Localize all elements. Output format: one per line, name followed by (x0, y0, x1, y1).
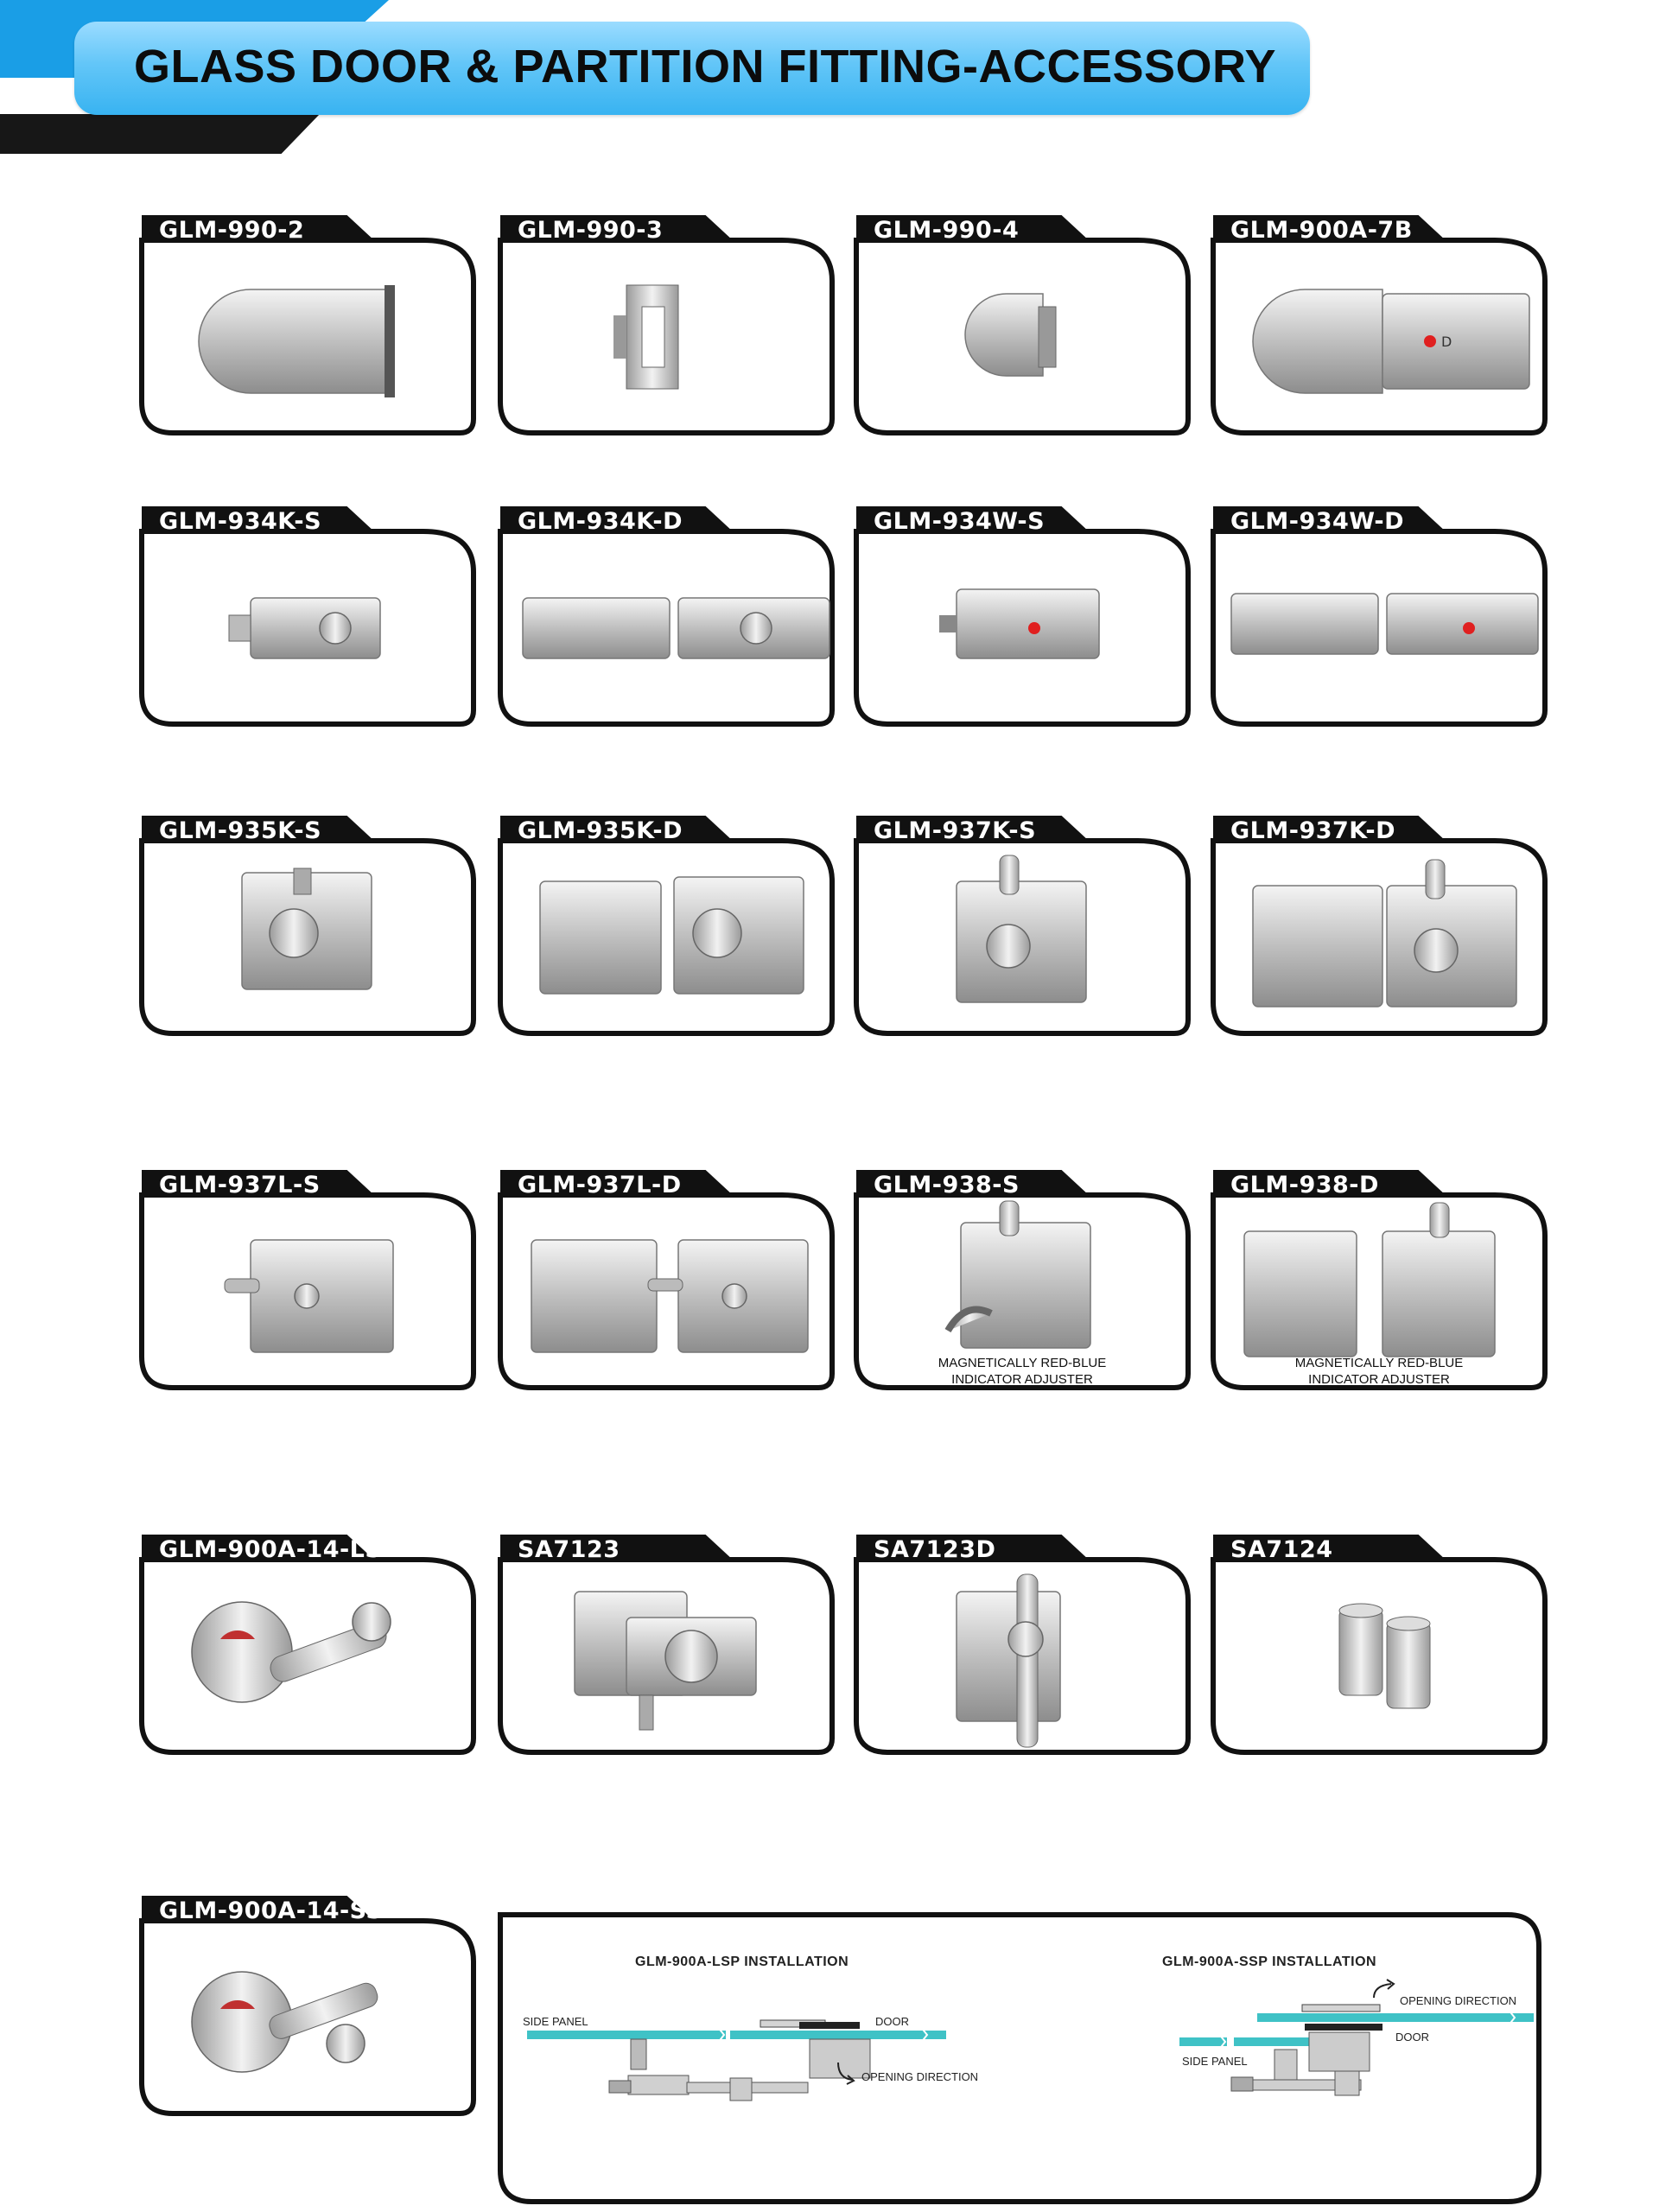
installation-diagram-card (497, 1911, 1542, 2205)
ssp-door-label: DOOR (1395, 2031, 1429, 2044)
double-cylinder-key-lock-icon (497, 1192, 836, 1391)
product-code: GLM-934K-D (518, 508, 683, 535)
double-indicator-lock-icon (1210, 529, 1548, 728)
product-card[interactable] (497, 1166, 836, 1391)
product-card[interactable] (138, 1531, 477, 1756)
product-card[interactable] (853, 503, 1192, 728)
product-card[interactable] (853, 812, 1192, 1037)
small-keeper-icon (853, 238, 1192, 436)
cylinder-key-lock-icon (138, 1192, 477, 1391)
product-code: GLM-937K-D (1230, 817, 1395, 844)
product-note: MAGNETICALLY RED-BLUE INDICATOR ADJUSTER (938, 1356, 1107, 1387)
product-code: GLM-937L-S (159, 1172, 321, 1198)
page-title: GLASS DOOR & PARTITION FITTING-ACCESSORY (134, 41, 1277, 92)
product-card[interactable] (1210, 1531, 1548, 1756)
single-indicator-lock-icon (853, 529, 1192, 728)
product-card[interactable] (138, 1166, 477, 1391)
round-indicator-lock-lsp-icon (138, 1557, 477, 1756)
product-code: GLM-934K-S (159, 508, 322, 535)
ssp-opening-direction-label: OPENING DIRECTION (1400, 1994, 1517, 2007)
product-code: GLM-990-3 (518, 217, 664, 244)
header-accent-dark (0, 114, 320, 154)
product-card[interactable] (853, 212, 1192, 436)
product-code: GLM-990-4 (874, 217, 1020, 244)
lsp-opening-direction-label: OPENING DIRECTION (861, 2070, 979, 2083)
lsp-diagram (527, 2020, 946, 2101)
svg-text:D: D (1441, 334, 1452, 350)
square-knob-lock-icon (138, 838, 477, 1037)
double-pin-latch-lock-icon (1210, 838, 1548, 1037)
pin-latch-lock-icon (853, 838, 1192, 1037)
glass-clamp-pivot-icon (497, 1557, 836, 1756)
product-code: SA7123D (874, 1536, 996, 1563)
product-card[interactable] (853, 1166, 1192, 1391)
floor-socket-icon (1210, 1557, 1548, 1756)
product-card[interactable] (138, 503, 477, 728)
product-code: GLM-937L-D (518, 1172, 682, 1198)
strike-plate-icon (497, 238, 836, 436)
product-card[interactable] (1210, 812, 1548, 1037)
product-card[interactable] (497, 812, 836, 1037)
product-code: GLM-938-S (874, 1172, 1020, 1198)
product-card[interactable] (497, 503, 836, 728)
product-code: GLM-900A-14-SSP (159, 1897, 401, 1924)
product-code: GLM-934W-S (874, 508, 1046, 535)
product-code: GLM-935K-D (518, 817, 683, 844)
lsp-installation-title: GLM-900A-LSP INSTALLATION (635, 1955, 849, 1969)
product-card[interactable] (497, 1531, 836, 1756)
product-card[interactable] (138, 212, 477, 436)
product-card[interactable] (1210, 212, 1548, 436)
single-knob-lock-icon (138, 529, 477, 728)
double-knob-lock-icon (497, 529, 836, 728)
product-code: SA7123 (518, 1536, 620, 1563)
product-code: GLM-937K-S (874, 817, 1037, 844)
product-code: GLM-990-2 (159, 217, 305, 244)
product-code: GLM-900A-7B (1230, 217, 1413, 244)
product-note: MAGNETICALLY RED-BLUE INDICATOR ADJUSTER (1294, 1356, 1464, 1387)
double-lock-with-indicator-icon (1210, 238, 1548, 436)
ssp-installation-title: GLM-900A-SSP INSTALLATION (1162, 1955, 1377, 1969)
product-card[interactable] (853, 1531, 1192, 1756)
d-shaped-glass-clamp-icon (138, 238, 477, 436)
double-square-knob-lock-icon (497, 838, 836, 1037)
product-card[interactable] (1210, 503, 1548, 728)
product-code: GLM-935K-S (159, 817, 322, 844)
product-code: GLM-934W-D (1230, 508, 1404, 535)
product-card[interactable] (138, 1892, 477, 2117)
product-card[interactable] (138, 812, 477, 1037)
lsp-side-panel-label: SIDE PANEL (523, 2015, 588, 2028)
product-code: SA7124 (1230, 1536, 1333, 1563)
ssp-side-panel-label: SIDE PANEL (1182, 2055, 1248, 2068)
product-code: GLM-900A-14-LSP (159, 1536, 400, 1563)
spring-pin-latch-icon (853, 1557, 1192, 1756)
product-code: GLM-938-D (1230, 1172, 1379, 1198)
lsp-door-label: DOOR (875, 2015, 909, 2028)
round-indicator-lock-ssp-icon (138, 1918, 477, 2117)
product-card[interactable] (1210, 1166, 1548, 1391)
product-card[interactable] (497, 212, 836, 436)
